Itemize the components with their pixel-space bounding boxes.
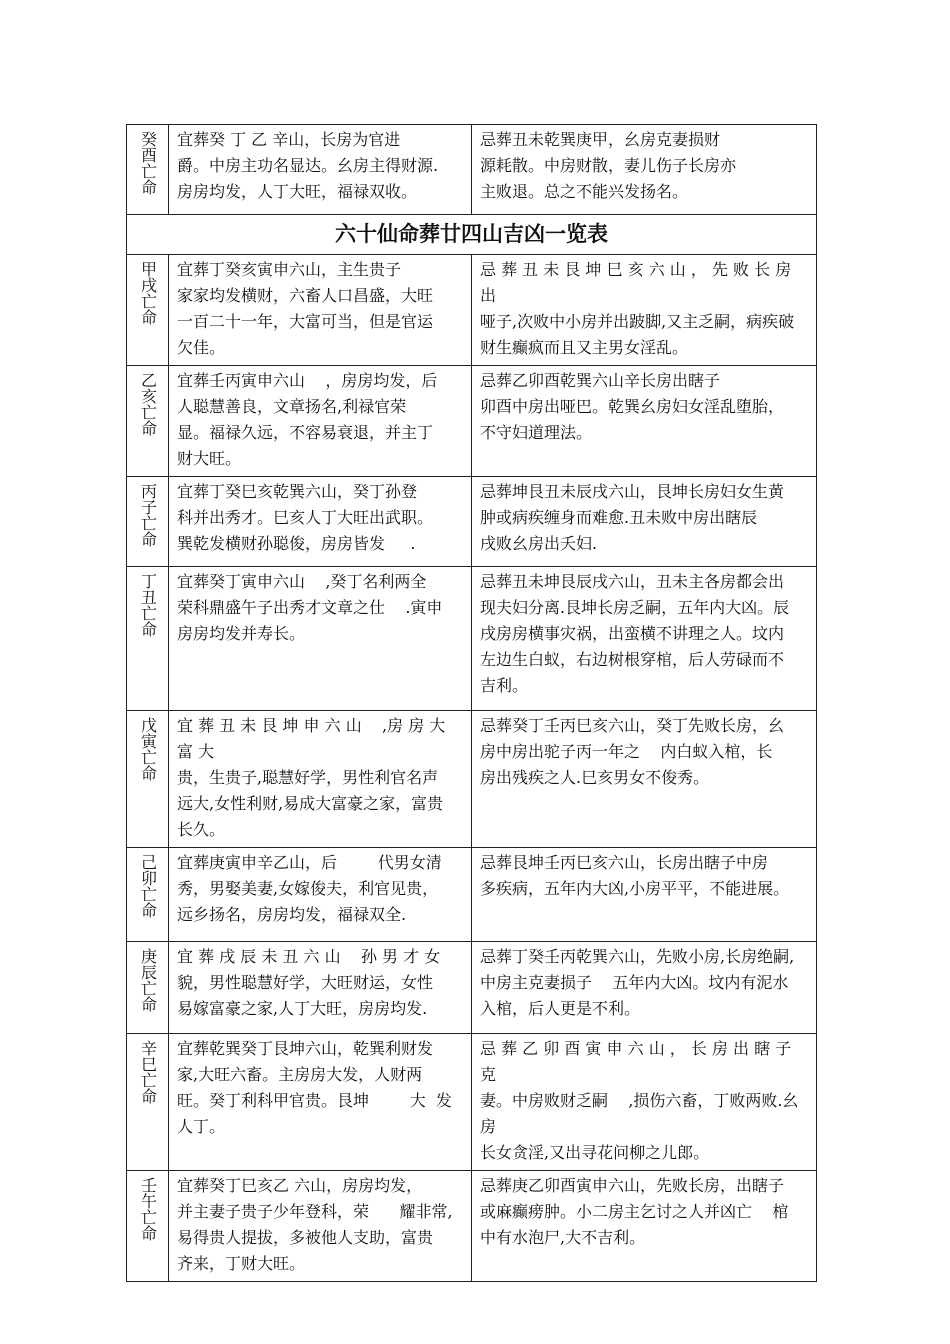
life-name: 戊寅亡命 [138, 717, 158, 781]
unfavorable-text: 忌葬艮坤壬丙巳亥六山，长房出瞎子中房 多疾病，五年内大凶,小房平平，不能进展。 [480, 853, 790, 898]
table-row [127, 1171, 817, 1282]
table-row [127, 125, 817, 215]
unfavorable-text: 忌 葬 乙 卯 酉 寅 申 六 山 ， 长 房 出 瞎 子 克 妻。中房败财乏嗣 ,损伤六畜，丁败两败.幺房 长女贪淫,又出寻花问柳之儿郎。 [480, 1039, 799, 1162]
unfavorable-text-cell [472, 255, 817, 366]
unfavorable-text-cell [472, 477, 817, 567]
unfavorable-text: 忌葬丑未坤艮辰戌六山，丑未主各房都会出 现夫妇分离.艮坤长房乏嗣，五年内大凶。辰 戌房房横事灾祸，出蛮横不讲理之人。坟内 左边生白蚁，右边树根穿棺，后人劳碌而不 吉利。 [480, 572, 790, 695]
favorable-text-cell [169, 255, 472, 366]
life-name: 己卯亡命 [138, 854, 158, 918]
unfavorable-text: 忌葬丁癸壬丙乾巽六山，先败小房,长房绝嗣, 中房主克妻损子 五年内大凶。坟内有泥水 入棺，后人更是不利。 [480, 947, 795, 1018]
unfavorable-text: 忌葬丑未乾巽庚甲，幺房克妻损财 源耗散。中房财散，妻儿伤子长房亦 主败退。总之不能兴发扬名。 [480, 130, 737, 201]
favorable-text-cell [169, 848, 472, 942]
unfavorable-text: 忌葬癸丁壬丙巳亥六山，癸丁先败长房，幺 房中房出驼子丙一年之 内白蚁入棺，长 房出残疾之人.巳亥男女不俊秀。 [480, 716, 785, 787]
life-name: 癸酉亡命 [138, 131, 158, 195]
table-title: 六十仙命葬廿四山吉凶一览表 [335, 222, 608, 246]
title-cell [127, 215, 817, 255]
unfavorable-text: 忌葬乙卯酉乾巽六山辛长房出瞎子 卯酉中房出哑巴。乾巽幺房妇女淫乱堕胎， 不守妇道理法。 [480, 371, 785, 442]
table-row [127, 477, 817, 567]
favorable-text: 宜葬乾巽癸丁艮坤六山，乾巽利财发 家,大旺六畜。主房房大发，人财两 旺。癸丁利科甲官贵。艮坤 大 发 人丁。 [177, 1039, 452, 1136]
burial-table [126, 124, 817, 1282]
life-name: 辛巳亡命 [138, 1040, 158, 1104]
table-row [127, 1034, 817, 1171]
unfavorable-text-cell [472, 125, 817, 215]
favorable-text: 宜 葬 戌 辰 未 丑 六 山 孙 男 才 女 貌，男性聪慧好学，大旺财运，女性 易嫁富豪之家,人丁大旺，房房均发. [177, 947, 441, 1018]
favorable-text: 宜葬癸丁寅申六山 ,癸丁名利两全 荣科鼎盛午子出秀才文章之仕 .寅申 房房均发并寿长。 [177, 572, 443, 643]
favorable-text-cell [169, 366, 472, 477]
life-name: 庚辰亡命 [138, 948, 158, 1012]
life-name: 壬午亡命 [138, 1177, 158, 1241]
unfavorable-text-cell [472, 567, 817, 711]
favorable-text-cell [169, 942, 472, 1034]
life-name: 甲戌亡命 [138, 261, 158, 325]
favorable-text-cell [169, 567, 472, 711]
unfavorable-text: 忌葬庚乙卯酉寅申六山，先败长房，出瞎子 或麻癫痨肿。小二房主乞讨之人并凶亡 棺 中有水泡尸,大不吉利。 [480, 1176, 789, 1247]
favorable-text-cell [169, 1171, 472, 1282]
table-row [127, 942, 817, 1034]
life-name-cell [127, 1034, 169, 1171]
favorable-text: 宜葬丁癸亥寅申六山，主生贵子 家家均发横财，六畜人口昌盛，大旺 一百二十一年，大富可当，但是官运 欠佳。 [177, 260, 434, 357]
table-row [127, 567, 817, 711]
table-row [127, 711, 817, 848]
table-row [127, 255, 817, 366]
life-name-cell [127, 942, 169, 1034]
life-name-cell [127, 567, 169, 711]
life-name: 乙亥亡命 [138, 372, 158, 436]
title-row [127, 215, 817, 255]
life-name-cell [127, 711, 169, 848]
life-name: 丙子亡命 [138, 483, 158, 547]
unfavorable-text-cell [472, 366, 817, 477]
favorable-text-cell [169, 1034, 472, 1171]
favorable-text-cell [169, 477, 472, 567]
favorable-text: 宜葬庚寅申辛乙山，后 代男女清 秀，男娶美妻,女嫁俊夫，利官见贵， 远乡扬名，房房均发，福禄双全. [177, 853, 442, 924]
unfavorable-text: 忌 葬 丑 未 艮 坤 巳 亥 六 山 ， 先 败 长 房 出 哑子,次败中小房并出跛脚,又主乏嗣，病疾破 财生癫疯而且又主男女淫乱。 [480, 260, 795, 357]
life-name-cell [127, 848, 169, 942]
favorable-text: 宜葬癸 丁 乙 辛山，长房为官进 爵。中房主功名显达。幺房主得财源. 房房均发，人丁大旺，福禄双收。 [177, 130, 439, 201]
favorable-text: 宜葬丁癸巳亥乾巽六山，癸丁孙登 科并出秀才。巳亥人丁大旺出武职。 巽乾发横财孙聪俊，房房皆发 . [177, 482, 434, 553]
life-name: 丁丑亡命 [138, 573, 158, 637]
life-name-cell [127, 1171, 169, 1282]
table-row [127, 848, 817, 942]
table-row [127, 366, 817, 477]
life-name-cell [127, 255, 169, 366]
unfavorable-text-cell [472, 1171, 817, 1282]
life-name-cell [127, 366, 169, 477]
unfavorable-text: 忌葬坤艮丑未辰戌六山，艮坤长房妇女生黄 肿或病疾缠身而难愈.丑未败中房出瞎辰 戌败幺房出夭妇. [480, 482, 785, 553]
favorable-text: 宜葬壬丙寅申六山 ，房房均发，后 人聪慧善良，文章扬名,利禄官荣 显。福禄久远，不容易衰退，并主丁 财大旺。 [177, 371, 438, 468]
unfavorable-text-cell [472, 848, 817, 942]
favorable-text-cell [169, 711, 472, 848]
favorable-text-cell [169, 125, 472, 215]
life-name-cell [127, 125, 169, 215]
favorable-text: 宜葬癸丁巳亥乙 六山，房房均发， 并主妻子贵子少年登科，荣 耀非常, 易得贵人提拔，多被他人支助，富贵 齐来，丁财大旺。 [177, 1176, 453, 1273]
unfavorable-text-cell [472, 1034, 817, 1171]
unfavorable-text-cell [472, 711, 817, 848]
life-name-cell [127, 477, 169, 567]
unfavorable-text-cell [472, 942, 817, 1034]
favorable-text: 宜 葬 丑 未 艮 坤 申 六 山 ,房 房 大 富 大 贵，生贵子,聪慧好学，男性利官名声 远大,女性利财,易成大富豪之家，富贵 长久。 [177, 716, 446, 839]
